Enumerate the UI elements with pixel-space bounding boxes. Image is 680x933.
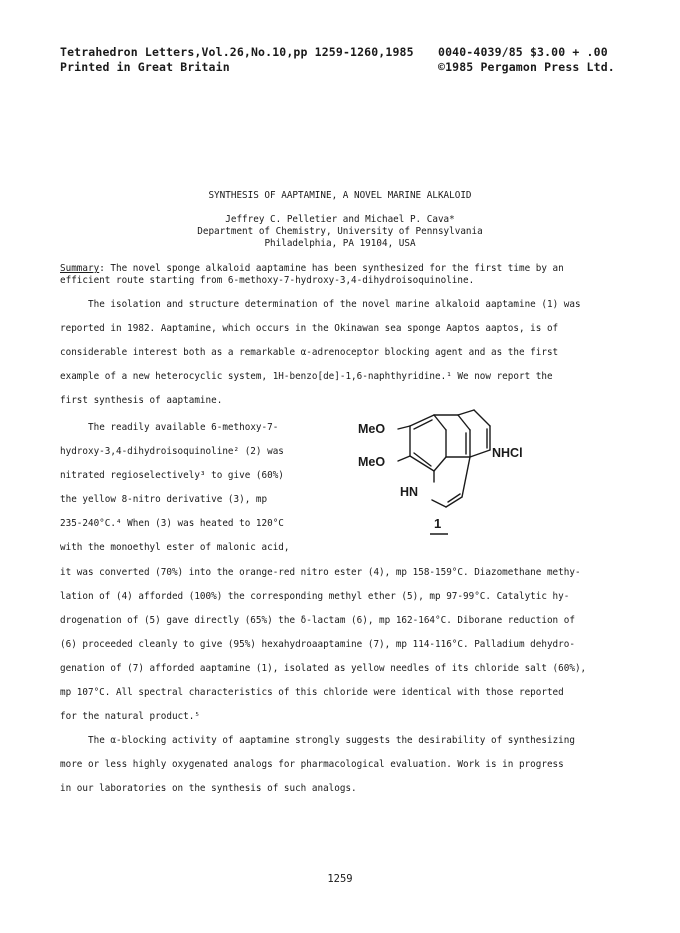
p2-line: drogenation of (5) gave directly (65%) the δ-lactam (6), mp 162-164°C. Diborane reduction of <box>60 615 575 626</box>
p1-line: considerable interest both as a remarkable α-adrenoceptor blocking agent and as the first <box>60 347 559 358</box>
p3-line: in our laboratories on the synthesis of such analogs. <box>60 783 357 794</box>
authors: Jeffrey C. Pelletier and Michael P. Cava* <box>225 214 455 225</box>
methoxy-top-label: MeO <box>358 422 386 436</box>
p2-line: hydroxy-3,4-dihydroisoquinoline² (2) was <box>60 446 284 457</box>
affiliation-address: Philadelphia, PA 19104, USA <box>264 238 416 249</box>
aaptamine-structure <box>350 408 530 538</box>
p1-line: reported in 1982. Aaptamine, which occurs in the Okinawan sea sponge Aaptos aaptos, is of <box>60 323 559 334</box>
p1-line: The isolation and structure determination of the novel marine alkaloid aaptamine (1) was <box>88 299 581 310</box>
summary-label: Summary <box>60 263 100 274</box>
affiliation-department: Department of Chemistry, University of Pennsylvania <box>197 226 483 237</box>
page-number: 1259 <box>327 873 353 885</box>
p2-line: with the monoethyl ester of malonic acid, <box>60 542 290 553</box>
article-title: SYNTHESIS OF AAPTAMINE, A NOVEL MARINE ALKALOID <box>208 190 472 201</box>
p2-line: genation of (7) afforded aaptamine (1), isolated as yellow needles of its chloride salt (60%), <box>60 663 587 674</box>
p2-line: 235-240°C.⁴ When (3) was heated to 120°C <box>60 518 284 529</box>
p1-line: first synthesis of aaptamine. <box>60 395 223 406</box>
p2-line: (6) proceeded cleanly to give (95%) hexahydroaaptamine (7), mp 114-116°C. Palladium dehydro- <box>60 639 575 650</box>
p2-line: The readily available 6-methoxy-7- <box>88 422 279 433</box>
p3-line: The α-blocking activity of aaptamine strongly suggests the desirability of synthesizing <box>88 735 575 746</box>
printed-in: Printed in Great Britain <box>60 60 230 74</box>
methoxy-bottom-label: MeO <box>358 455 386 469</box>
summary-line-1: Summary: The novel sponge alkaloid aaptamine has been synthesized for the first time by an <box>60 263 564 274</box>
p2-line: for the natural product.⁵ <box>60 711 200 722</box>
p2-line: mp 107°C. All spectral characteristics of this chloride were identical with those reported <box>60 687 564 698</box>
compound-number-label: 1 <box>434 516 442 531</box>
p1-line: example of a new heterocyclic system, 1H-benzo[de]-1,6-naphthyridine.¹ We now report the <box>60 371 553 382</box>
p2-line: it was converted (70%) into the orange-red nitro ester (4), mp 158-159°C. Diazomethane methy- <box>60 567 581 578</box>
hn-label: HN <box>400 485 419 499</box>
p2-line: the yellow 8-nitro derivative (3), mp <box>60 494 268 505</box>
issn-price: 0040-4039/85 $3.00 + .00 <box>438 45 608 59</box>
p2-line: nitrated regioselectively³ to give (60%) <box>60 470 284 481</box>
journal-citation: Tetrahedron Letters,Vol.26,No.10,pp 1259-1260,1985 <box>60 45 414 59</box>
p3-line: more or less highly oxygenated analogs for pharmacological evaluation. Work is in progress <box>60 759 564 770</box>
p2-line: lation of (4) afforded (100%) the corresponding methyl ether (5), mp 97-99°C. Catalytic hy- <box>60 591 570 602</box>
nhcl-label: NHCl <box>492 446 523 460</box>
copyright: ©1985 Pergamon Press Ltd. <box>438 60 615 74</box>
summary-line-2: efficient route starting from 6-methoxy-7-hydroxy-3,4-dihydroisoquinoline. <box>60 275 475 286</box>
